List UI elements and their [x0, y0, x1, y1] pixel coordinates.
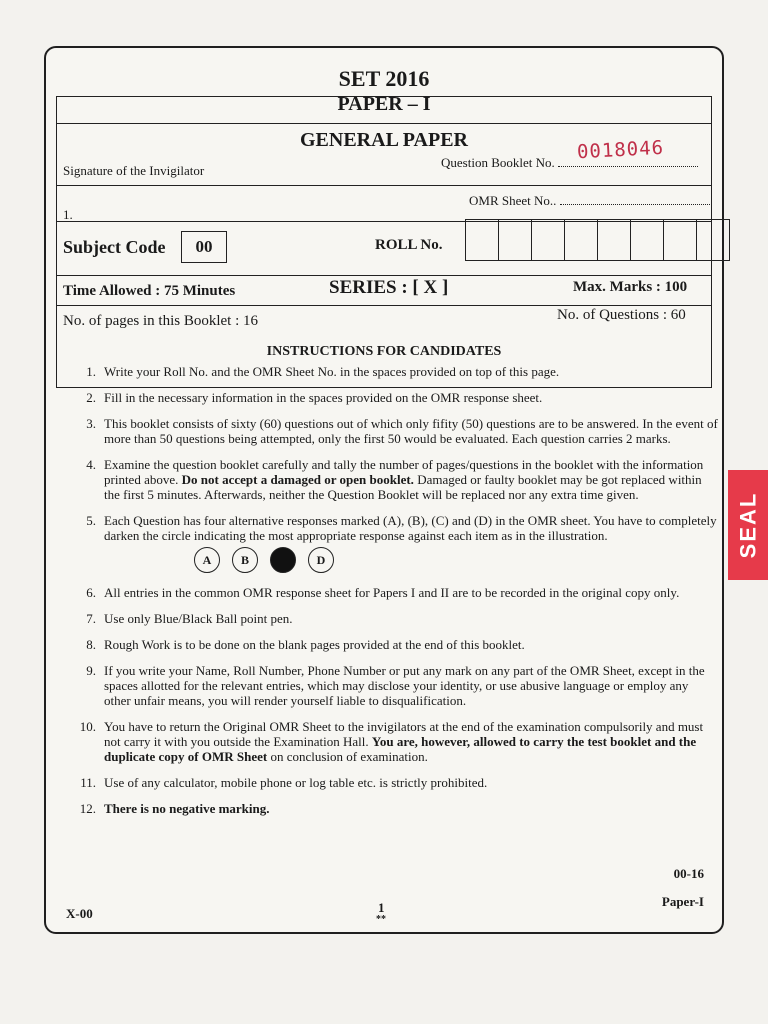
divider: [57, 185, 711, 186]
footer-paper: Paper-I: [661, 894, 704, 909]
option-bubble-d: D: [308, 547, 334, 573]
divider: [57, 275, 711, 276]
line-one: 1.: [63, 207, 73, 222]
instruction-item: 1. Write your Roll No. and the OMR Sheet No. in the spaces provided on top of this page.: [86, 364, 560, 379]
instruction-item: 7. Use only Blue/Black Ball point pen.: [86, 611, 293, 626]
exam-booklet-cover: [44, 46, 724, 934]
footer-code: 00-16: [673, 866, 704, 881]
divider: [57, 123, 711, 124]
booklet-no-label: Question Booklet No.: [441, 155, 698, 171]
roll-number-grid: [465, 219, 730, 261]
omr-sheet-label: OMR Sheet No..: [469, 193, 710, 209]
questions-count: No. of Questions : 60: [557, 307, 686, 323]
pages-count: No. of pages in this Booklet : 16: [63, 313, 258, 329]
roll-digit-box: [499, 219, 532, 261]
instruction-item: 10. You have to return the Original OMR Sheet to the invigilators at the end of the examination compulsorily and must not carry it with you outside the Examination Hall. You are, however, allowed to carry the test booklet and the duplicate copy of OMR Sheet on conclusion of examination.: [79, 719, 704, 764]
page-stars: **: [376, 914, 386, 925]
option-bubble-b: B: [232, 547, 258, 573]
instruction-item: 2. Fill in the necessary information in the spaces provided on the OMR response sheet.: [86, 390, 543, 405]
instruction-item: 8. Rough Work is to be done on the blank pages provided at the end of this booklet.: [86, 637, 525, 652]
divider: [57, 305, 711, 306]
omr-illustration: [194, 547, 718, 573]
booklet-number-stamp: 0018046: [576, 136, 665, 164]
roll-no-label: ROLL No.: [375, 237, 443, 253]
instruction-item: 3. This booklet consists of sixty (60) questions out of which only fifity (50) questions are to be answered. In the event of more than 50 questions being attempted, only the first 50 would be evaluated. Each question carries 2 marks.: [86, 416, 718, 446]
paper-title: PAPER – I: [337, 93, 431, 115]
subject-code-box: 00: [181, 231, 227, 263]
series-label: SERIES : [ X ]: [329, 277, 449, 298]
roll-digit-box: [565, 219, 598, 261]
roll-digit-box: [598, 219, 631, 261]
general-paper-title: GENERAL PAPER: [300, 129, 468, 151]
invigilator-signature-label: Signature of the Invigilator: [63, 163, 205, 178]
time-allowed: Time Allowed : 75 Minutes: [63, 283, 236, 299]
subject-code-label: Subject Code: [63, 237, 166, 257]
instruction-item: 11. Use of any calculator, mobile phone or log table etc. is strictly prohibited.: [80, 775, 488, 790]
instruction-item: 6. All entries in the common OMR response sheet for Papers I and II are to be recorded in the original copy only.: [86, 585, 680, 600]
roll-digit-box: [465, 219, 499, 261]
instructions-list: [68, 364, 718, 827]
instruction-item: 9. If you write your Name, Roll Number, Phone Number or put any mark on any part of the OMR Sheet, except in the spaces allotted for the relevant entries, which may disclose your identity, or use abusive language or employ any other unfair means, you will render yourself liable to disqualification.: [86, 663, 705, 708]
page-number: 1: [378, 900, 385, 915]
option-bubble-a: A: [194, 547, 220, 573]
roll-digit-box: [532, 219, 565, 261]
exam-set-title: SET 2016: [338, 66, 430, 91]
max-marks: Max. Marks : 100: [573, 279, 688, 295]
roll-digit-box: [631, 219, 664, 261]
option-bubble-c-filled: [270, 547, 296, 573]
instruction-item: 12. There is no negative marking.: [79, 801, 270, 816]
seal-tab[interactable]: SEAL: [728, 470, 768, 580]
instructions-title: INSTRUCTIONS FOR CANDIDATES: [266, 344, 502, 359]
footer-left-code: X-00: [66, 906, 93, 921]
roll-digit-box: [664, 219, 697, 261]
instruction-item: 5. Each Question has four alternative responses marked (A), (B), (C) and (D) in the OMR sheet. You have to completely darken the circle indicating the most appropriate response against each item as in the illustration.: [86, 513, 717, 543]
roll-digit-box: [697, 219, 730, 261]
instruction-item: 4. Examine the question booklet carefully and tally the number of pages/questions in the booklet with the information printed above. Do not accept a damaged or open booklet. Damaged or faulty booklet may be got replaced within the first 5 minutes. Afterwards, neither the Question Booklet will be replaced nor any extra time given.: [86, 457, 704, 502]
